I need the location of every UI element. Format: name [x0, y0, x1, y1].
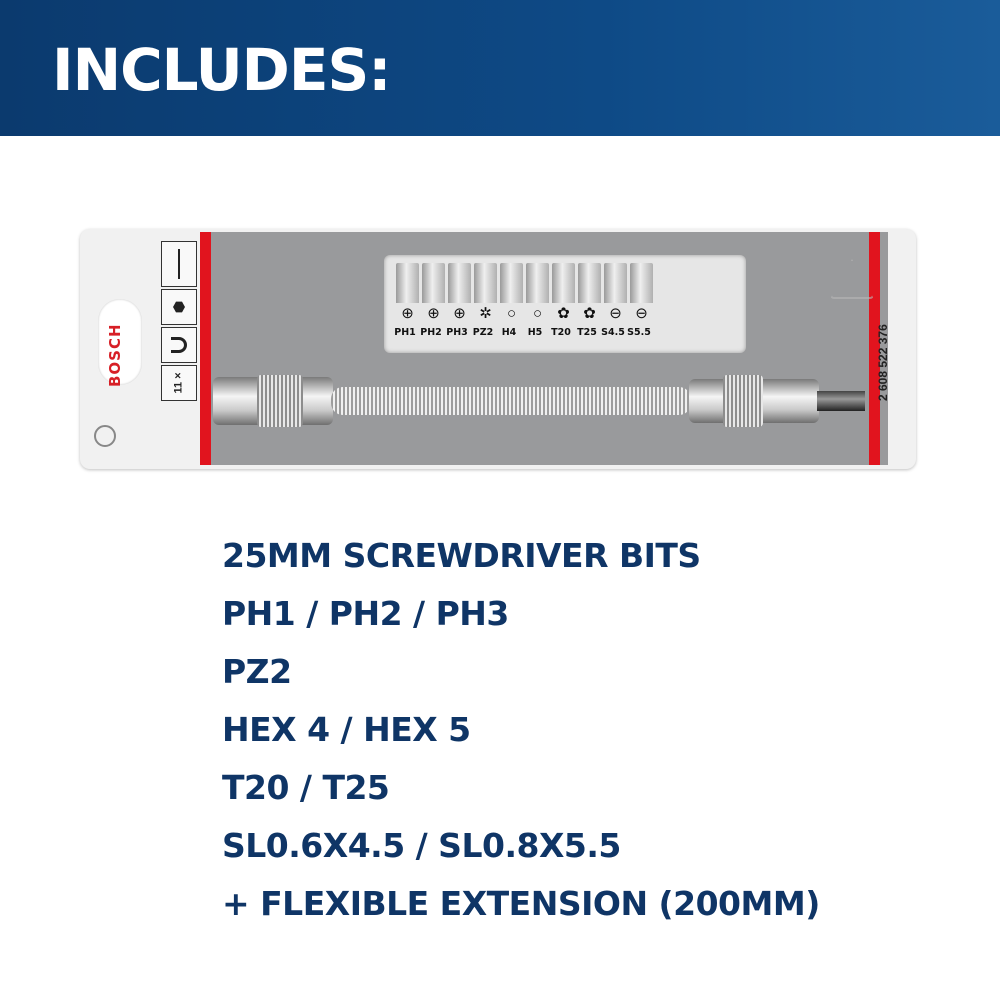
article-number: 2 608 522 376 [876, 324, 890, 401]
slotted-icon: ⊖ [635, 304, 648, 322]
bit-h5 [526, 263, 549, 303]
red-stripe-left [200, 232, 211, 465]
phillips-icon: ⊕ [427, 304, 440, 322]
bit-label-row [392, 327, 652, 338]
hex-shank-icon [161, 289, 197, 325]
bit-t25 [578, 263, 601, 303]
bit-ph3 [448, 263, 471, 303]
bit-ph1 [396, 263, 419, 303]
bit-label: S5.5 [627, 327, 651, 338]
bit-label: H4 [501, 327, 517, 338]
hex-icon: ○ [506, 304, 517, 322]
piece-count: 11 × [172, 372, 185, 394]
flexible-extension [213, 369, 868, 433]
bit-ph2 [422, 263, 445, 303]
bit-label: PH3 [446, 327, 468, 338]
extension-collar-grip [723, 375, 763, 427]
bit-label: H5 [527, 327, 543, 338]
list-item: PH1 / PH2 / PH3 [222, 594, 509, 633]
header-banner [0, 0, 1000, 136]
hex-icon: ○ [532, 304, 543, 322]
bit-s45 [604, 263, 627, 303]
bit-label: PH2 [420, 327, 442, 338]
bosch-armature-icon [94, 425, 116, 447]
bit-label: T20 [551, 327, 571, 338]
list-item: + FLEXIBLE EXTENSION (200MM) [222, 884, 820, 923]
bit-tray [384, 255, 746, 353]
list-item: HEX 4 / HEX 5 [222, 710, 471, 749]
bit-t20 [552, 263, 575, 303]
bit-label: PZ2 [472, 327, 494, 338]
brand-logo-text: BOSCH [106, 323, 124, 387]
bit-label: S4.5 [601, 327, 625, 338]
magnet-icon [161, 327, 197, 363]
slotted-icon: ⊖ [609, 304, 622, 322]
includes-list [222, 530, 982, 936]
list-item: T20 / T25 [222, 768, 390, 807]
length-spec-icon [161, 241, 197, 287]
bit-row [396, 263, 653, 303]
extension-flex-shaft [331, 387, 691, 415]
phillips-icon: ⊕ [401, 304, 414, 322]
bit-h4 [500, 263, 523, 303]
torx-icon: ✿ [583, 304, 596, 322]
torx-icon: ✿ [557, 304, 570, 322]
list-item: SL0.6X4.5 / SL0.8X5.5 [222, 826, 621, 865]
pozidriv-icon: ✲ [479, 304, 492, 322]
bit-symbol-row [396, 305, 653, 321]
page-title: INCLUDES: [52, 36, 391, 104]
bit-label: PH1 [394, 327, 416, 338]
product-package [80, 229, 916, 469]
piece-count-badge [161, 365, 197, 401]
bit-label: T25 [577, 327, 597, 338]
phillips-icon: ⊕ [453, 304, 466, 322]
bit-s55 [630, 263, 653, 303]
bit-pz2 [474, 263, 497, 303]
extension-grip [257, 375, 303, 427]
extension-hex-tip [817, 391, 865, 411]
list-item: PZ2 [222, 652, 292, 691]
list-item: 25MM SCREWDRIVER BITS [222, 536, 701, 575]
